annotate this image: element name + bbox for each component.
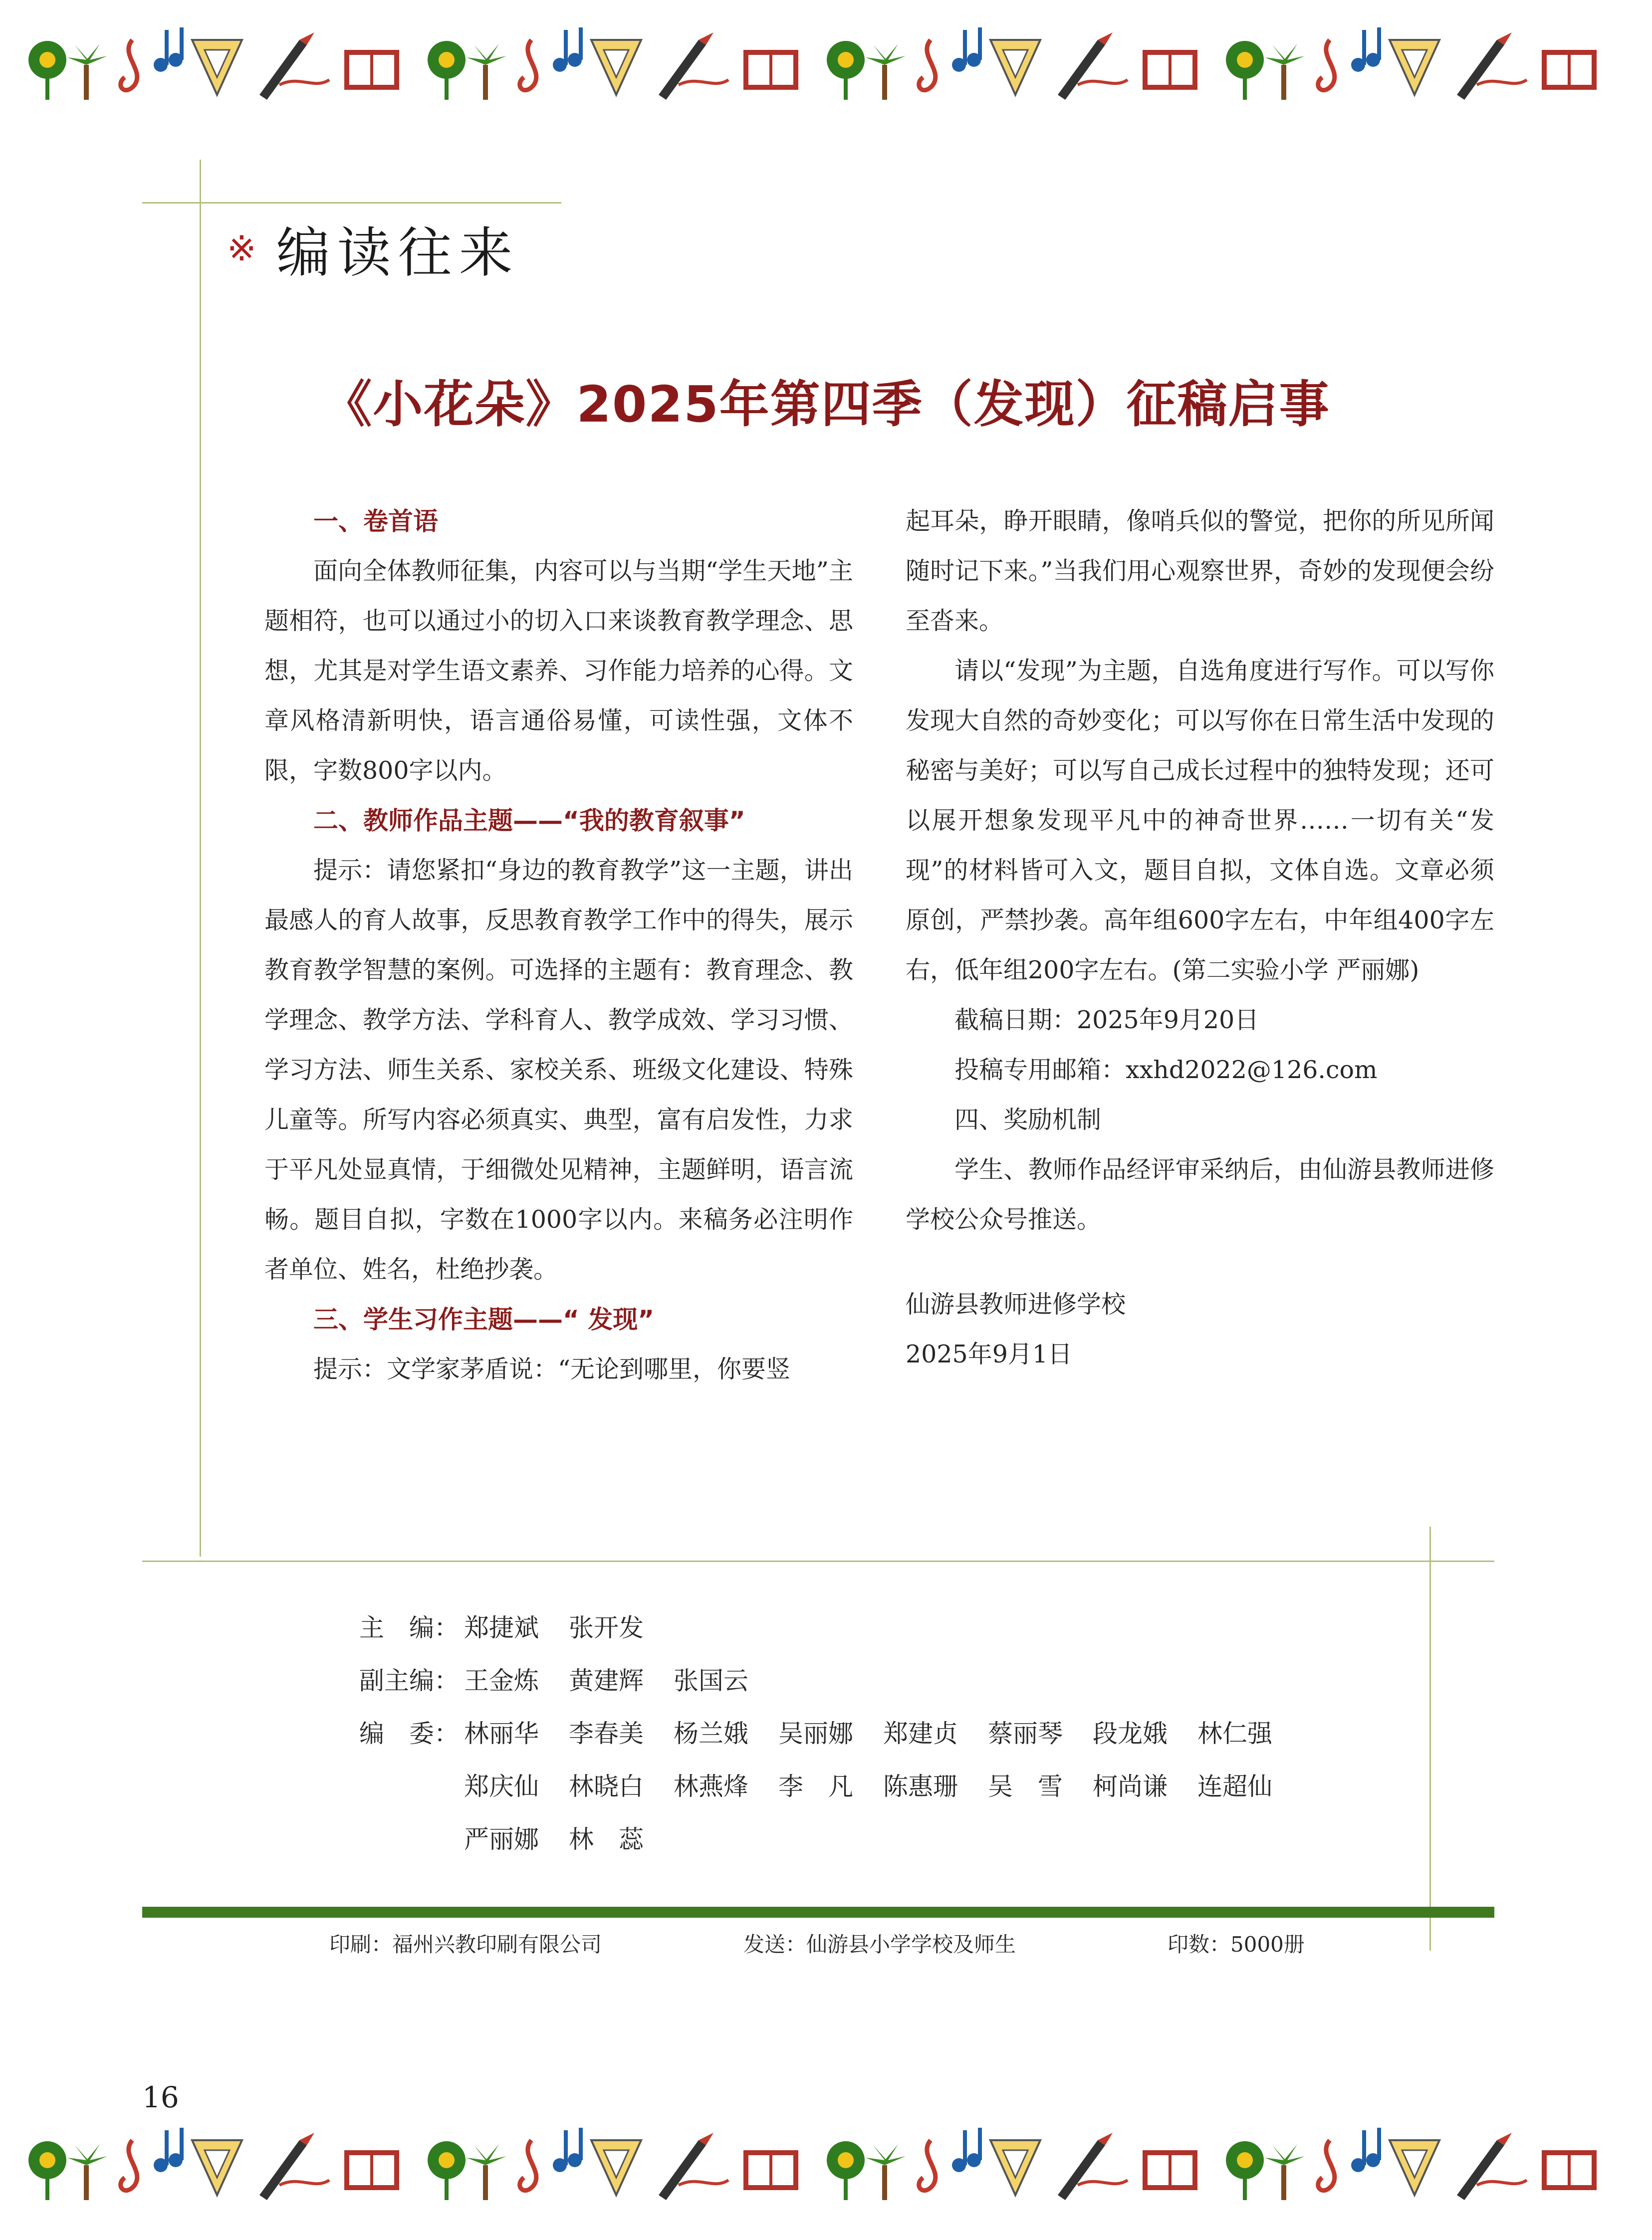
palm-tree-icon xyxy=(67,44,107,100)
staff-name: 杨兰娥 xyxy=(674,1719,748,1748)
top-frame-line xyxy=(142,202,561,204)
separator-line xyxy=(142,1561,1494,1562)
staff-name: 吴 雪 xyxy=(988,1772,1063,1801)
border-pattern-top xyxy=(20,10,1632,115)
border-pattern-bottom xyxy=(20,2110,1632,2215)
footer-printer: 印刷：福州兴教印刷有限公司 xyxy=(329,1932,602,1957)
staff-name: 林仁强 xyxy=(1197,1719,1272,1748)
right-frame-line xyxy=(1429,1527,1431,1951)
staff-name: 张国云 xyxy=(674,1666,748,1695)
staff-name: 林丽华 xyxy=(464,1719,539,1748)
deadline-text: 截稿日期：2025年9月20日 xyxy=(954,1006,1259,1034)
staff-name: 王金炼 xyxy=(464,1666,539,1695)
paragraph-student-theme-cont: 起耳朵，睁开眼睛，像哨兵似的警觉，把你的所见所闻随时记下来。”当我们用心观察世界，奇妙的发现便会纷至沓来。 xyxy=(906,507,1494,635)
staff-name: 李春美 xyxy=(569,1719,644,1748)
staff-name: 郑捷斌 xyxy=(464,1613,539,1642)
staff-name: 张开发 xyxy=(569,1613,644,1642)
music-note-icon xyxy=(154,27,184,72)
paragraph-student-requirements: 请以“发现”为主题，自选角度进行写作。可以写你发现大自然的奇妙变化；可以写你在日常生活中发现的秘密与美好；可以写自己成长过程中的独特发现；还可以展开想象发现平凡中的神奇世界……一切有关“发现”的材料皆可入文，题目自拟，文体自选。文章必须原创，严禁抄袭。高年组600字左右，中年组400字左右，低年组200字左右。(第二实验小学 严丽娜) xyxy=(906,657,1494,984)
editorial-board-row xyxy=(359,1707,1387,1866)
paragraph-teacher-theme: 提示：请您紧扣“身边的教育教学”这一主题，讲出最感人的育人故事，反思教育教学工作中的得失，展示教育教学智慧的案例。可选择的主题有：教育理念、教学理念、教学方法、学科育人、教学成效、学习习惯、学习方法、师生关系、家校关系、班级文化建设、特殊儿童等。所写内容必须真实、典型，富有启发性，力求于平凡处显真情，于细微处见精神，主题鲜明，语言流畅。题目自拟，字数在1000字以内。来稿务必注明作者单位、姓名，杜绝抄袭。 xyxy=(264,856,853,1284)
right-column xyxy=(906,496,1494,1379)
staff-name: 连超仙 xyxy=(1197,1772,1272,1801)
page-number: 16 xyxy=(142,2080,179,2114)
staff-name: 蔡丽琴 xyxy=(988,1719,1063,1748)
page-title: 《小花朵》2025年第四季（发现）征稿启事 xyxy=(322,375,1330,434)
staff-name: 林 蕊 xyxy=(569,1825,644,1854)
staff-name: 郑建贞 xyxy=(883,1719,958,1748)
email-text: 投稿专用邮箱：xxhd2022@126.com xyxy=(954,1056,1378,1084)
signature-org: 仙游县教师进修学校 xyxy=(906,1290,1126,1319)
section-header xyxy=(227,210,520,287)
heading-rewards: 四、奖励机制 xyxy=(954,1106,1102,1134)
chief-editor-row xyxy=(359,1601,1387,1654)
heading-student-theme: 三、学生习作主题——“ 发现” xyxy=(313,1305,655,1334)
deputy-editor-row xyxy=(359,1654,1387,1707)
staff-name: 柯尚谦 xyxy=(1093,1772,1168,1801)
deputy-editor-label: 副主编： xyxy=(359,1666,459,1695)
footer-distribution: 发送：仙游县小学学校及师生 xyxy=(743,1932,1016,1957)
heading-foreword: 一、卷首语 xyxy=(313,507,438,536)
editorial-staff xyxy=(359,1601,1387,1866)
staff-name: 严丽娜 xyxy=(464,1825,539,1854)
heading-teacher-theme: 二、教师作品主题——“我的教育叙事” xyxy=(313,806,745,835)
footer-copies: 印数：5000册 xyxy=(1168,1932,1305,1957)
triangle-ruler-icon xyxy=(192,40,242,95)
paragraph-rewards: 学生、教师作品经评审采纳后，由仙游县教师进修学校公众号推送。 xyxy=(906,1155,1494,1234)
staff-name: 黄建辉 xyxy=(569,1666,644,1695)
staff-name: 林晓白 xyxy=(569,1772,644,1801)
paragraph-student-theme-start: 提示：文学家茅盾说：“无论到哪里，你要竖 xyxy=(313,1355,791,1383)
staff-name: 陈惠珊 xyxy=(883,1772,958,1801)
bottom-decorative-border xyxy=(20,2110,1632,2215)
staff-name: 段龙娥 xyxy=(1093,1719,1168,1748)
signature-date: 2025年9月1日 xyxy=(906,1340,1073,1368)
section-title: 编读往来 xyxy=(276,222,520,284)
reference-mark-icon: ※ xyxy=(227,227,256,269)
chief-editor-label: 主 编： xyxy=(359,1613,459,1642)
staff-name: 林燕烽 xyxy=(674,1772,748,1801)
paragraph-foreword: 面向全体教师征集，内容可以与当期“学生天地”主题相符，也可以通过小的切入口来谈教育教学理念、思想，尤其是对学生语文素养、习作能力培养的心得。文章风格清新明快，语言通俗易懂，可读性强，文体不限，字数800字以内。 xyxy=(264,557,853,785)
footer-divider-bar xyxy=(142,1907,1494,1918)
pen-icon xyxy=(259,32,329,100)
editorial-board-label: 编 委： xyxy=(359,1719,459,1748)
staff-name: 吴丽娜 xyxy=(778,1719,853,1748)
top-decorative-border xyxy=(20,10,1632,115)
book-icon xyxy=(344,50,399,90)
flower-icon xyxy=(28,41,66,100)
staff-name: 李 凡 xyxy=(778,1772,853,1801)
staff-name: 郑庆仙 xyxy=(464,1772,539,1801)
left-column xyxy=(264,496,853,1394)
treble-clef-icon xyxy=(121,40,137,90)
